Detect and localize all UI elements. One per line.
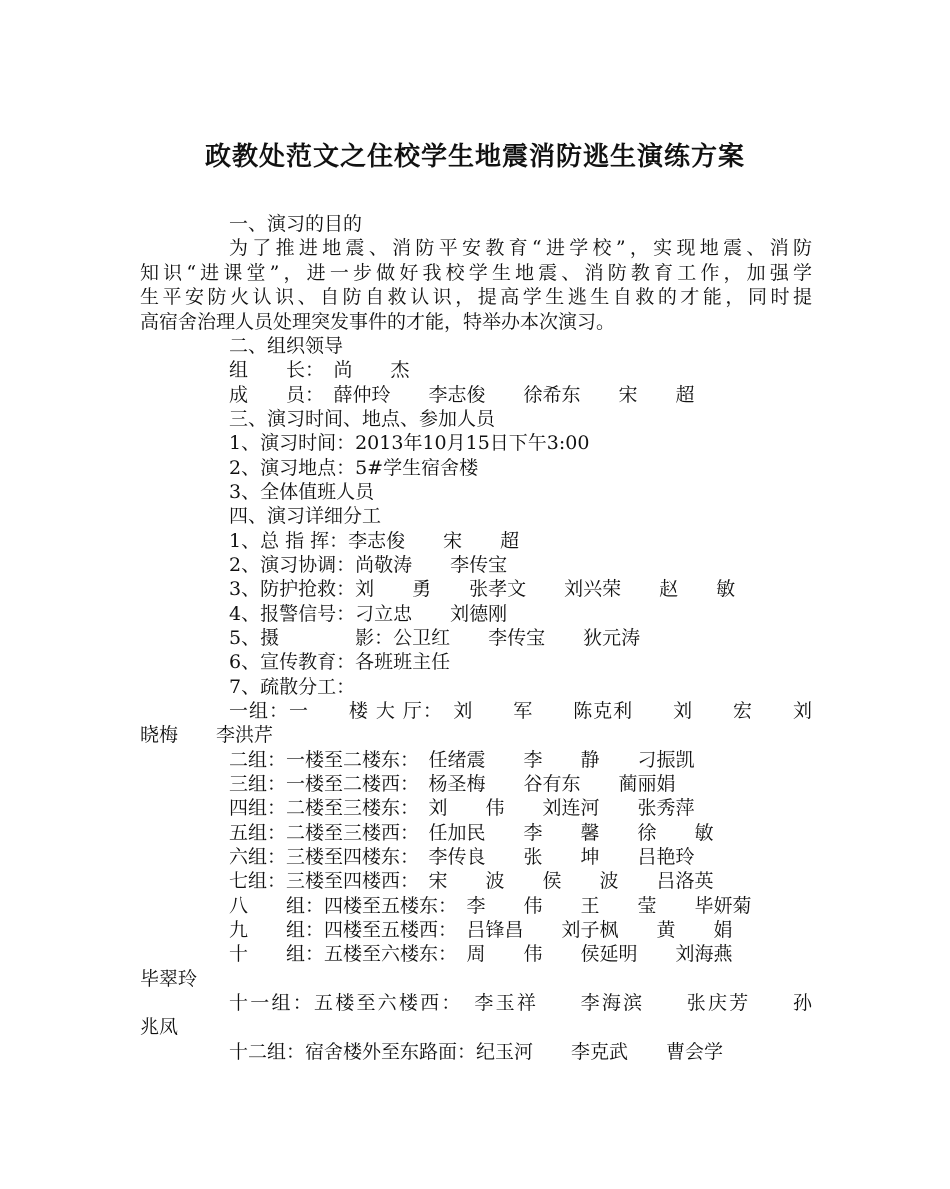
group-line: 十二组：宿舍楼外至东路面：纪玉河 李克武 曹会学 — [229, 1041, 724, 1063]
group-line: 九 组：四楼至五楼西： 吕锋昌 刘子枫 黄 娟 — [229, 919, 733, 941]
heading-division: 四、演习详细分工 — [229, 505, 382, 527]
group-line: 三组：一楼至二楼西： 杨圣梅 谷有东 蔺丽娟 — [229, 773, 676, 795]
group-line: 十 组：五楼至六楼东： 周 伟 侯延明 刘海燕 — [229, 943, 733, 965]
heading-leadership: 二、组织领导 — [229, 335, 344, 357]
group-line: 五组：二楼至三楼西： 任加民 李 馨 徐 敏 — [229, 822, 714, 844]
paragraph-line: 高宿舍治理人员处理突发事件的才能，特举办本次演习。 — [140, 311, 616, 333]
division-line: 3、防护抢救：刘 勇 张孝文 刘兴荣 赵 敏 — [229, 578, 736, 600]
paragraph-line: 生平安防火认识、自防自救认识，提高学生逃生自救的才能，同时提 — [140, 286, 812, 308]
paragraph-line: 知识“进课堂”，进一步做好我校学生地震、消防教育工作，加强学 — [140, 262, 812, 284]
group-line: 二组：一楼至二楼东： 任绪震 李 静 刁振凯 — [229, 749, 695, 771]
time-line: 1、演习时间：2013年10月15日下午3:00 — [229, 432, 590, 454]
group-line: 十一组：五楼至六楼西： 李玉祥 李海滨 张庆芳 孙 — [229, 992, 812, 1014]
heading-time-place: 三、演习时间、地点、参加人员 — [229, 408, 496, 430]
group-line: 八 组：四楼至五楼东： 李 伟 王 莹 毕妍菊 — [229, 895, 752, 917]
group-line: 四组：二楼至三楼东： 刘 伟 刘连河 张秀萍 — [229, 797, 695, 819]
leader-line: 组 长： 尚 杰 — [229, 359, 410, 381]
group-line-continued: 晓梅 李洪芹 — [140, 724, 274, 746]
group-line: 七组：三楼至四楼西： 宋 波 侯 波 吕洛英 — [229, 870, 714, 892]
division-line: 1、总 指 挥：李志俊 宋 超 — [229, 530, 520, 552]
division-line: 2、演习协调：尚敬涛 李传宝 — [229, 554, 508, 576]
heading-purpose: 一、演习的目的 — [229, 213, 363, 235]
participants-line: 3、全体值班人员 — [229, 481, 375, 503]
members-line: 成 员： 薛仲玲 李志俊 徐希东 宋 超 — [229, 384, 695, 406]
group-line-continued: 兆凤 — [140, 1016, 179, 1038]
group-line-continued: 毕翠玲 — [140, 968, 198, 990]
paragraph-line: 为了推进地震、消防平安教育“进学校”，实现地震、消防 — [229, 237, 812, 259]
division-line: 7、疏散分工： — [229, 676, 356, 698]
division-line: 5、摄 影：公卫红 李传宝 狄元涛 — [229, 627, 641, 649]
place-line: 2、演习地点：5#学生宿舍楼 — [229, 457, 479, 479]
group-line: 一组：一 楼 大 厅： 刘 军 陈克利 刘 宏 刘 — [229, 700, 812, 722]
division-line: 6、宣传教育：各班班主任 — [229, 651, 451, 673]
group-line: 六组：三楼至四楼东： 李传良 张 坤 吕艳玲 — [229, 846, 695, 868]
division-line: 4、报警信号：刁立忠 刘德刚 — [229, 603, 508, 625]
document-title: 政教处范文之住校学生地震消防逃生演练方案 — [204, 142, 745, 172]
